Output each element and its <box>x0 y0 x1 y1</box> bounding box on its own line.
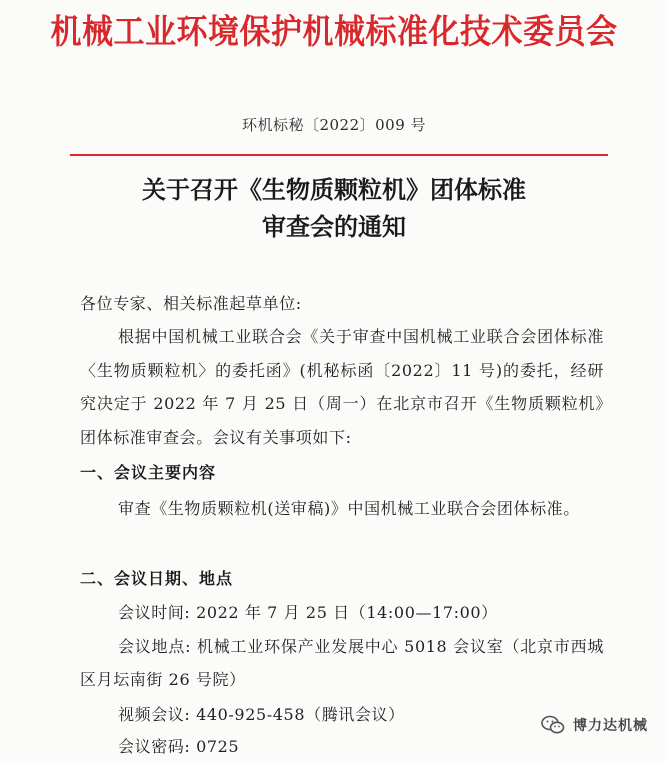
wechat-icon <box>541 715 565 735</box>
meeting-location: 会议地点: 机械工业环保产业发展中心 5018 会议室（北京市西城区月坛南街 26 号院） <box>80 637 604 689</box>
section-heading-2: 二、会议日期、地点 <box>80 569 234 588</box>
document-title-line-1: 关于召开《生物质颗粒机》团体标准 <box>142 176 526 204</box>
section-1-text: 审查《生物质颗粒机(送审稿)》中国机械工业联合会团体标准。 <box>118 499 580 518</box>
video-conference: 视频会议: 440-925-458（腾讯会议） <box>118 705 405 724</box>
meeting-password: 会议密码: 0725 <box>118 737 240 756</box>
organization-header: 机械工业环境保护机械标准化技术委员会 <box>50 12 618 52</box>
document-number: 环机标秘〔2022〕009 号 <box>241 116 427 134</box>
intro-paragraph: 根据中国机械工业联合会《关于审查中国机械工业联合会团体标准〈生物质颗粒机〉的委托函》(机秘标函〔2022〕11 号)的委托，经研究决定于 2022 年 7 月 25 日（周一）在北京市召开《生物质颗粒机》团体标准审查会。会议有关事项如下: <box>80 327 604 448</box>
document-title-line-2: 审查会的通知 <box>262 213 406 241</box>
section-heading-1: 一、会议主要内容 <box>80 463 217 482</box>
salutation: 各位专家、相关标准起草单位: <box>80 294 302 313</box>
red-divider-line <box>70 154 608 156</box>
watermark <box>541 715 648 735</box>
meeting-time: 会议时间: 2022 年 7 月 25 日（14:00—17:00） <box>118 603 498 622</box>
watermark-label: 博力达机械 <box>573 718 648 734</box>
